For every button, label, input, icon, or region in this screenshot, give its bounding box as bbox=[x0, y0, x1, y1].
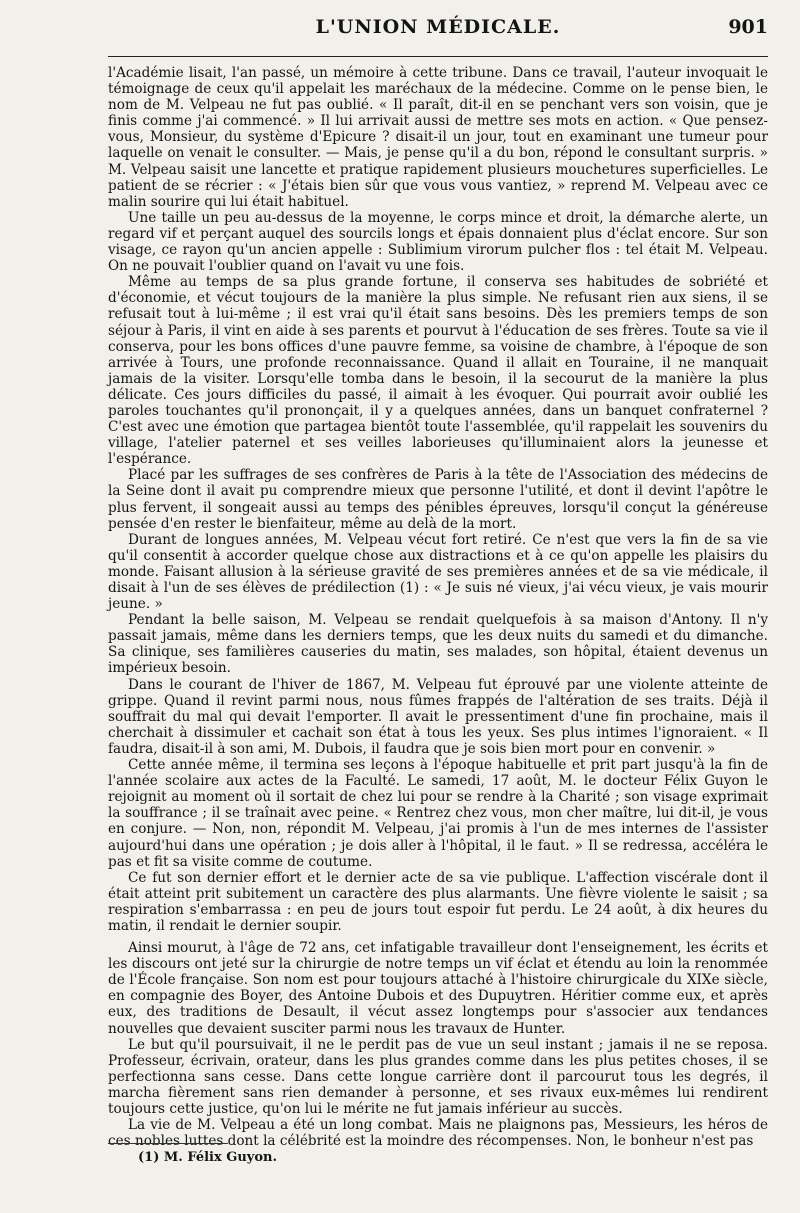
running-title: L'UNION MÉDICALE. bbox=[315, 16, 561, 38]
document-page bbox=[108, 0, 768, 1213]
paragraph-11: Le but qu'il poursuivait, il ne le perdit pas de vue un seul instant ; jamais il ne se reposa. Professeur, écrivain, orateur, dans les plus grandes comme dans les plus petites choses, il se perfectionna sans cesse. Dans cette longue carrière dont il parcourut tous les degrés, il marcha fièrement sans rien demander à personne, et ses rivaux eux-mêmes lui rendirent toujours cette justice, qu'on lui le mérite ne fut jamais inférieur au succès. bbox=[108, 1036, 768, 1117]
paragraph-6: Pendant la belle saison, M. Velpeau se rendait quelquefois à sa maison d'Antony. Il n'y passait jamais, même dans les derniers temps, que les deux nuits du samedi et du dimanche. Sa clinique, ses familières causeries du matin, ses malades, son hôpital, étaient devenus un impérieux besoin. bbox=[108, 612, 768, 677]
paragraph-8: Cette année même, il termina ses leçons à l'époque habituelle et prit part jusqu'à la fin de l'année scolaire aux actes de la Faculté. Le samedi, 17 août, M. le docteur Félix Guyon le rejoignit au moment où il sortait de chez lui pour se rendre à la Charité ; son visage exprimait la souffrance ; il se traînait avec peine. « Rentrez chez vous, mon cher maître, lui dit-il, je vous en conjure. — Non, non, répondit M. Velpeau, j'ai promis à l'un de mes internes de l'assister aujourd'hui dans une opération ; je dois aller à l'hôpital, il le faut. » Il se redressa, accéléra le pas et fit sa visite comme de coutume. bbox=[108, 757, 768, 870]
footnote-rule bbox=[108, 1143, 228, 1144]
paragraph-3: Même au temps de sa plus grande fortune, il conserva ses habitudes de sobriété et d'économie, et vécut toujours de la manière la plus simple. Ne refusant rien aux siens, il se refusait tout à lui-même ; il est vrai qu'il était sans besoins. Dès les premiers temps de son séjour à Paris, il vint en aide à ses parents et pourvut à l'éducation de ses frères. Toute sa vie il conserva, pour les bons offices d'une pauvre femme, sa voisine de chambre, à l'époque de son arrivée à Tours, une profonde reconnaissance. Quand il allait en Touraine, il ne manquait jamais de la visiter. Lorsqu'elle tomba dans le besoin, il la secourut de la manière la plus délicate. Ces jours difficiles du passé, il aimait à les évoquer. Qui pourrait avoir oublié les paroles touchantes qu'il prononçait, il y a quelques années, dans un banquet confraternel ? C'est avec une émotion que partagea bientôt toute l'assemblée, qu'il rappelait les souvenirs du village, l'atelier paternel et ses veilles laborieuses qu'illuminaient alors la jeunesse et l'espérance. bbox=[108, 274, 768, 468]
paragraph-12: La vie de M. Velpeau a été un long combat. Mais ne plaignons pas, Messieurs, les héros de ces nobles luttes dont la célébrité est la moindre des récompenses. Non, le bonheur n'est pas bbox=[108, 1117, 768, 1150]
page-header bbox=[108, 12, 768, 57]
paragraph-10: Ainsi mourut, à l'âge de 72 ans, cet infatigable travailleur dont l'enseignement, les écrits et les discours ont jeté sur la chirurgie de notre temps un vif éclat et étendu au loin la renommée de l'École française. Son nom est pour toujours attaché à l'histoire chirurgicale du XIXe siècle, en compagnie des Boyer, des Antoine Dubois et des Dupuytren. Héritier comme eux, et après eux, des traditions de Desault, il vécut assez longtemps pour s'associer aux tendances nouvelles que devaient susciter parmi nous les travaux de Hunter. bbox=[108, 940, 768, 1037]
body-text bbox=[108, 65, 768, 1149]
footnote: (1) M. Félix Guyon. bbox=[138, 1150, 278, 1165]
paragraph-5: Durant de longues années, M. Velpeau vécut fort retiré. Ce n'est que vers la fin de sa vie qu'il consentit à accorder quelque chose aux distractions et à ce qu'on appelle les plaisirs du monde. Faisant allusion à la sérieuse gravité de ses premières années et de sa vie médicale, il disait à l'un de ses élèves de prédilection (1) : « Je suis né vieux, j'ai vécu vieux, je vais mourir jeune. » bbox=[108, 531, 768, 613]
page-number: 901 bbox=[728, 16, 768, 38]
paragraph-1: l'Académie lisait, l'an passé, un mémoire à cette tribune. Dans ce travail, l'auteur invoquait le témoignage de ceux qu'il appelait les maréchaux de la médecine. Comme on le pense bien, le nom de M. Velpeau ne fut pas oublié. « Il paraît, dit-il en se penchant vers son voisin, que je finis comme j'ai commencé. » Il lui arrivait aussi de mettre ses mots en action. « Que pensez-vous, Monsieur, du système d'Epicure ? disait-il un jour, tout en examinant une tumeur pour laquelle on venait le consulter. — Mais, je pense qu'il a du bon, répond le consultant surpris. » M. Velpeau saisit une lancette et pratique rapidement plusieurs mouchetures superficielles. Le patient de se récrier : « J'étais bien sûr que vous vous vantiez, » reprend M. Velpeau avec ce malin sourire qui lui était habituel. bbox=[108, 65, 768, 210]
paragraph-9: Ce fut son dernier effort et le dernier acte de sa vie publique. L'affection viscérale dont il était atteint prit subitement un caractère des plus alarmants. Une fièvre violente le saisit ; sa respiration s'embarrassa : en peu de jours tout espoir fut perdu. Le 24 août, à dix heures du matin, il rendait le dernier soupir. bbox=[108, 869, 768, 934]
paragraph-2: Une taille un peu au-dessus de la moyenne, le corps mince et droit, la démarche alerte, un regard vif et perçant auquel des sourcils longs et épais donnaient plus d'éclat encore. Sur son visage, ce rayon qu'un ancien appelle : Sublimium virorum pulcher flos : tel était M. Velpeau. On ne pouvait l'oublier quand on l'avait vu une fois. bbox=[108, 209, 768, 275]
paragraph-4: Placé par les suffrages de ses confrères de Paris à la tête de l'Association des médecins de la Seine dont il avait pu comprendre mieux que personne l'utilité, et dont il devint l'apôtre le plus fervent, il songeait aussi au temps des pénibles épreuves, lorsqu'il conçut la généreuse pensée d'en rester le bienfaiteur, même au delà de la mort. bbox=[108, 467, 768, 532]
paragraph-7: Dans le courant de l'hiver de 1867, M. Velpeau fut éprouvé par une violente atteinte de grippe. Quand il revint parmi nous, nous fûmes frappés de l'altération de ses traits. Déjà il souffrait du mal qui devait l'emporter. Il avait le pressentiment d'une fin prochaine, mais il cherchait à dissimuler et cachait son état à tous les yeux. Ses plus intimes l'ignoraient. « Il faudra, disait-il à son ami, M. Dubois, il faudra que je sois bien mort pour en convenir. » bbox=[108, 676, 768, 757]
